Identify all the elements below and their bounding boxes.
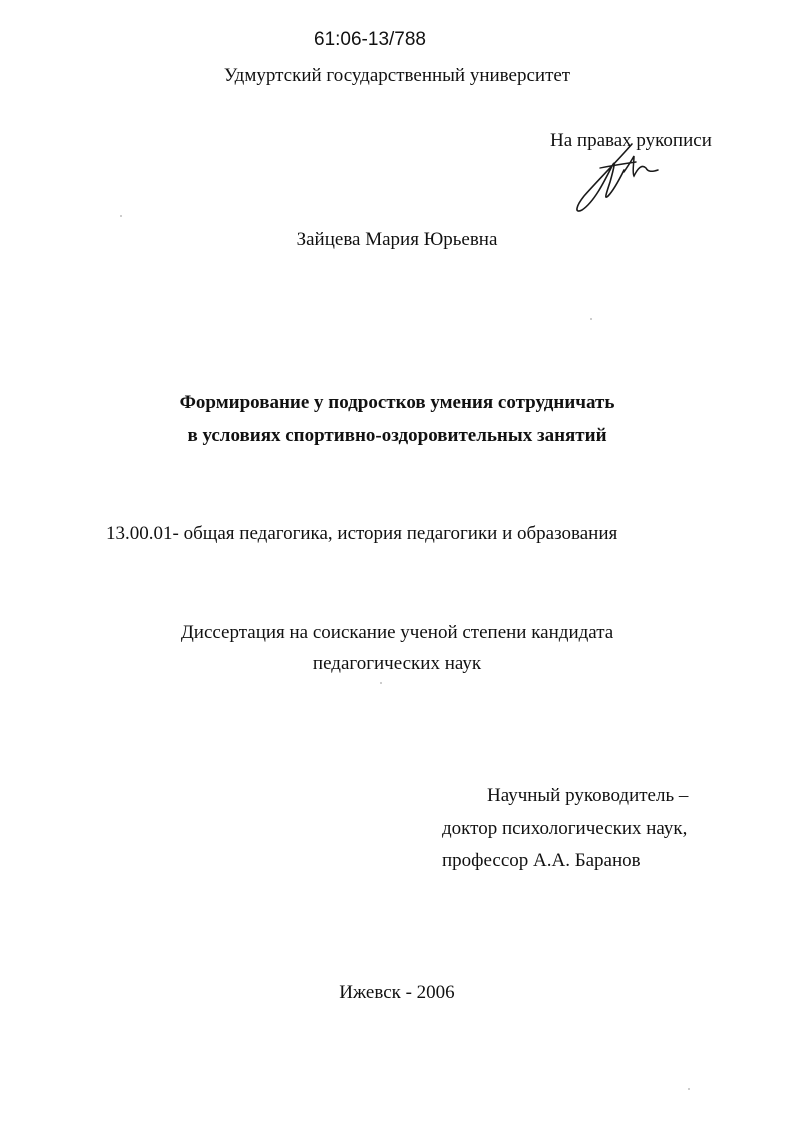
dissertation-title-line-1: Формирование у подростков умения сотрудничать (179, 392, 615, 413)
specialty-code: 13.00.01- общая педагогика, история педагогики и образования (106, 523, 618, 544)
supervisor-line-3: профессор А.А. Баранов (442, 850, 641, 871)
city-and-year: Ижевск - 2006 (339, 982, 455, 1003)
manuscript-rights-note: На правах рукописи (550, 130, 712, 151)
scan-speck (380, 682, 382, 684)
scan-speck (590, 318, 592, 320)
university-name: Удмуртский государственный университет (223, 65, 571, 86)
degree-statement-line-2: педагогических наук (312, 653, 482, 674)
catalog-number: 61:06-13/788 (314, 29, 426, 50)
supervisor-line-2: доктор психологических наук, (442, 818, 688, 839)
scan-speck (120, 215, 122, 217)
scan-speck (688, 1088, 690, 1090)
author-name: Зайцева Мария Юрьевна (296, 229, 498, 250)
degree-statement-line-1: Диссертация на соискание ученой степени кандидата (180, 622, 614, 643)
dissertation-title-line-2: в условиях спортивно-оздоровительных занятий (187, 425, 607, 446)
supervisor-line-1: Научный руководитель – (487, 785, 689, 806)
handwritten-signature (570, 138, 670, 218)
